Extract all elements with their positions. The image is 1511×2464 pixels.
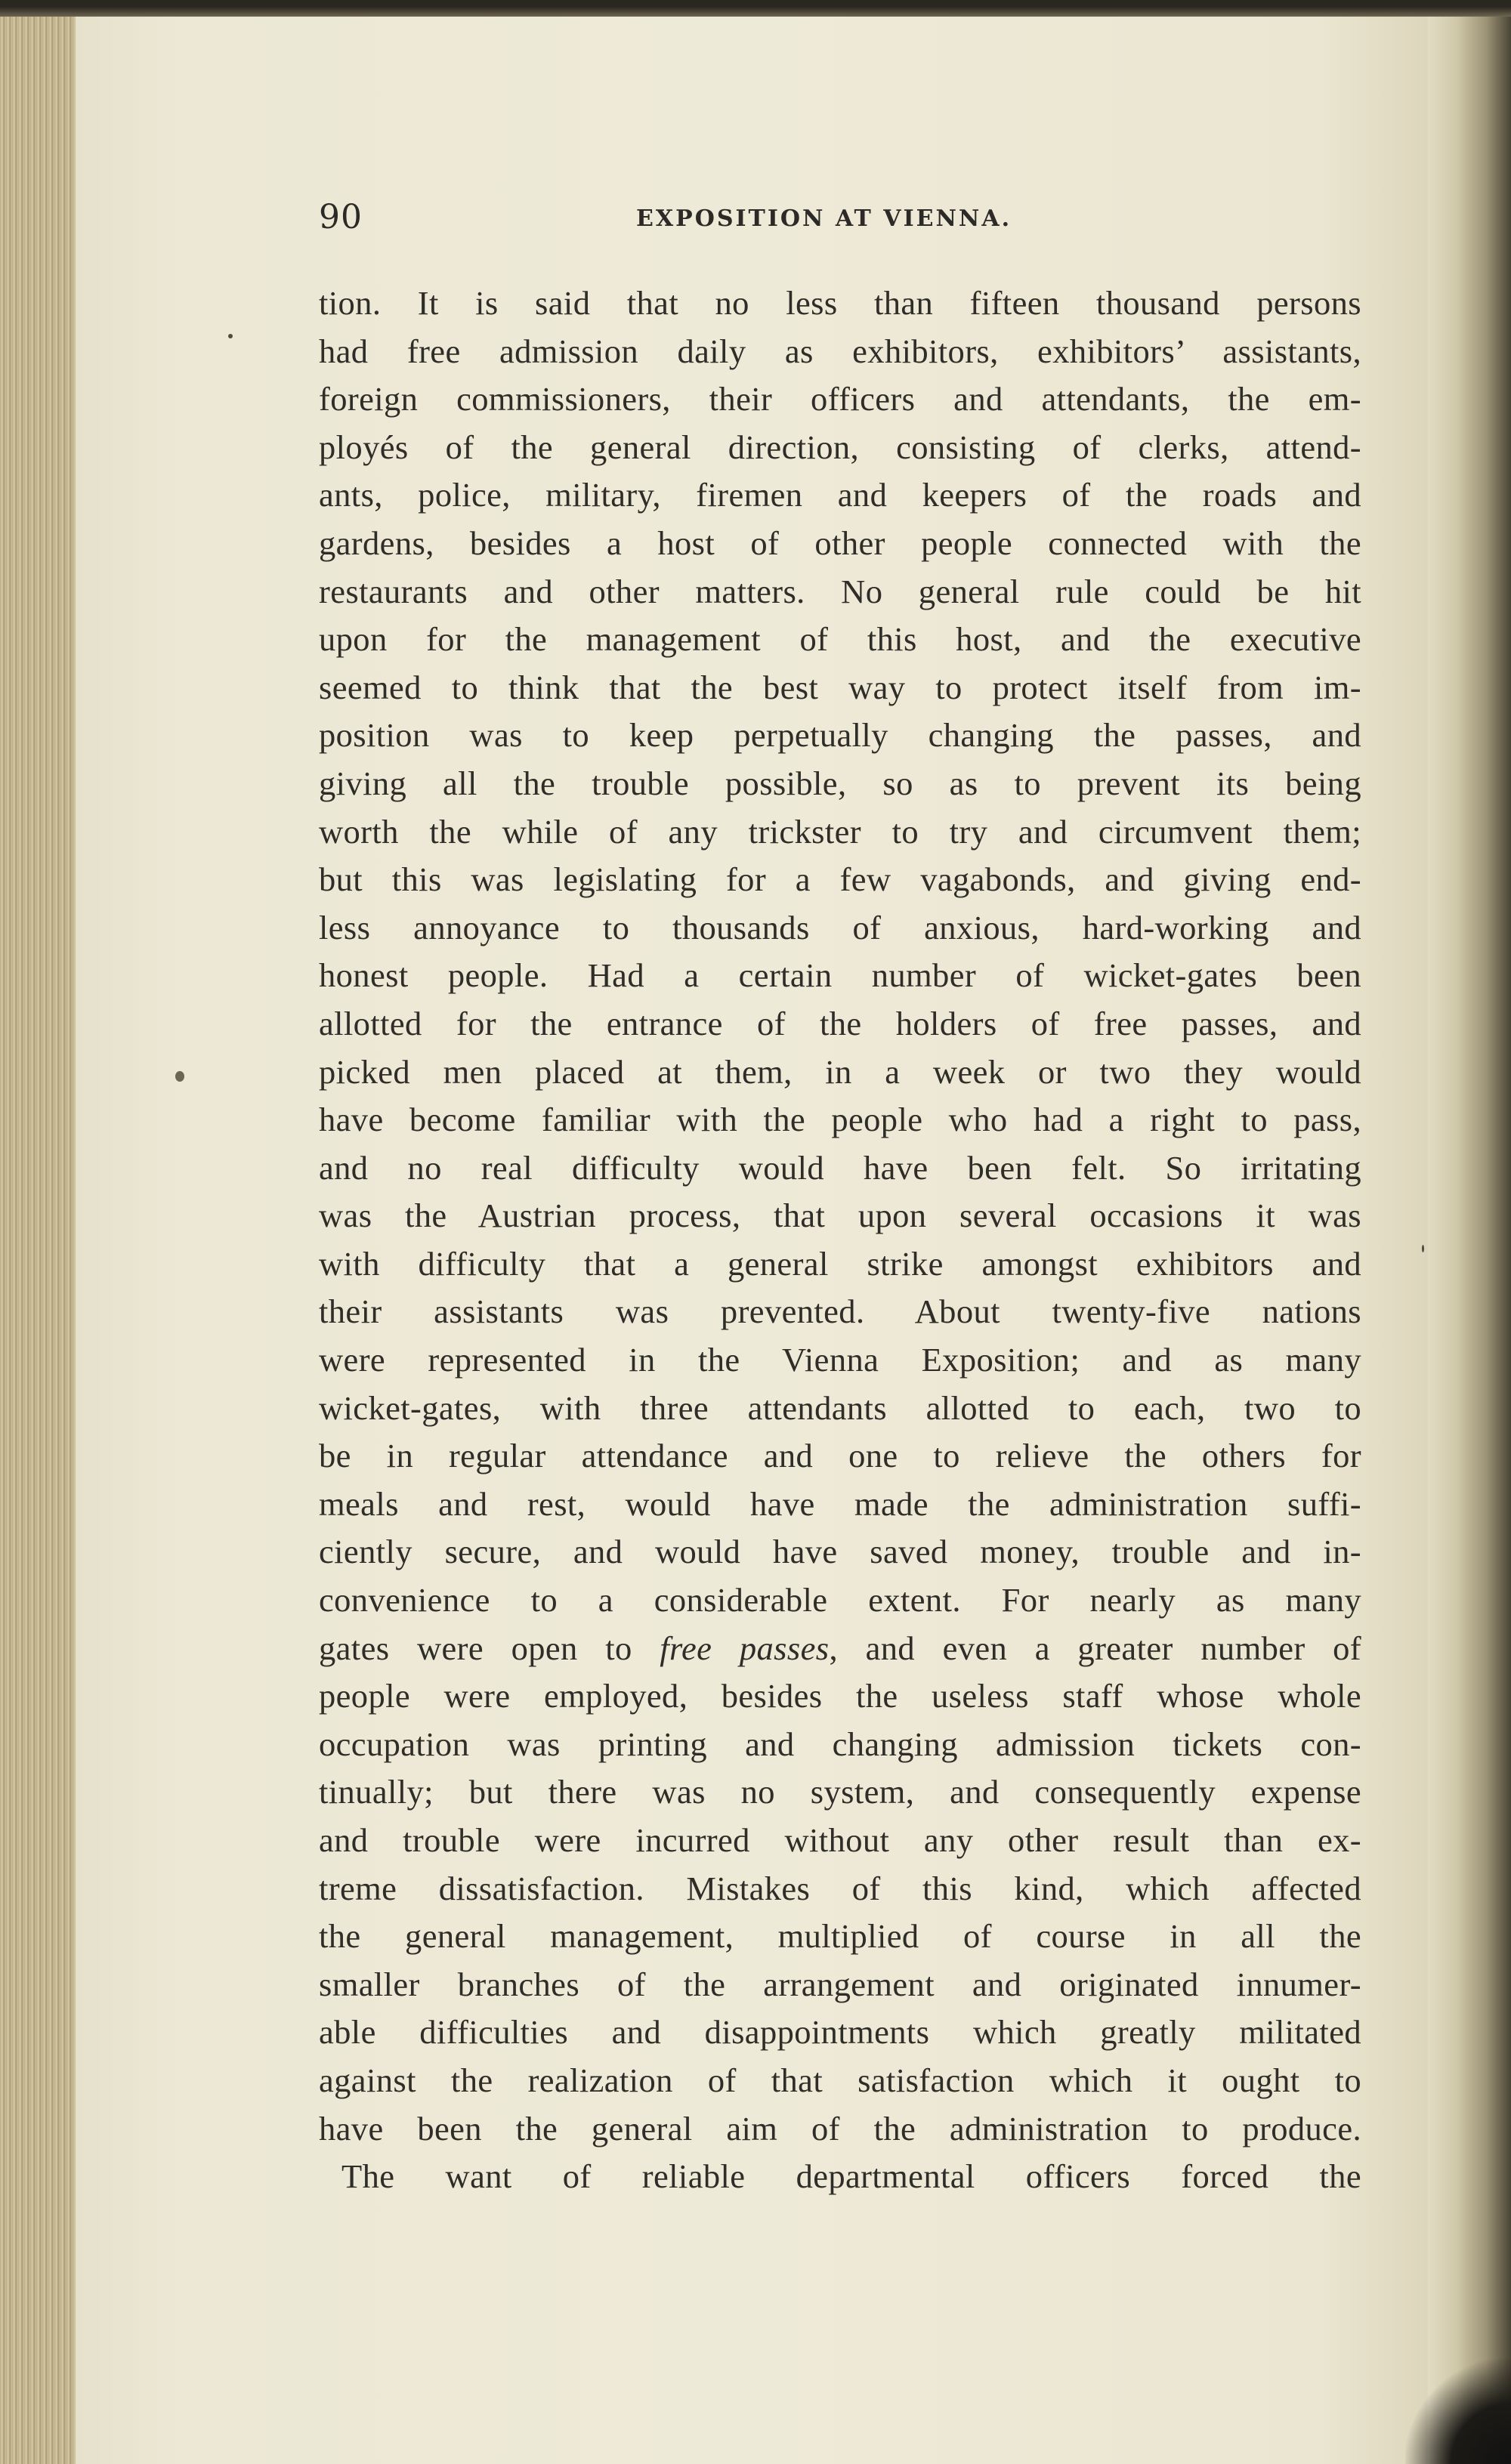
top-shadow-band	[0, 0, 1511, 17]
text-line: people were employed, besides the useless staff whose whole	[319, 1677, 1361, 1715]
ink-speck	[175, 1071, 184, 1082]
text-line: their assistants was prevented. About twenty-five nations	[319, 1292, 1361, 1331]
text-line: upon for the management of this host, and the executive	[319, 620, 1361, 659]
text-line: was the Austrian process, that upon several occasions it was	[319, 1196, 1361, 1235]
text-line: ants, police, military, firemen and keepers of the roads and	[319, 476, 1361, 514]
body-text	[319, 279, 1361, 2201]
text-line: have become familiar with the people who had a right to pass,	[319, 1101, 1361, 1139]
ink-speck	[228, 334, 233, 338]
text-line: smaller branches of the arrangement and originated innumer-	[319, 1965, 1361, 2003]
text-line: had free admission daily as exhibitors, exhibitors’ assistants,	[319, 332, 1361, 370]
text-line: allotted for the entrance of the holders of free passes, and	[319, 1004, 1361, 1042]
text-line: The want of reliable departmental officers forced the	[341, 2157, 1361, 2196]
page-header	[319, 198, 1074, 243]
text-line: tinually; but there was no system, and consequently expense	[319, 1773, 1361, 1811]
italic-line-end: , and even a greater number of	[829, 1629, 1362, 1667]
text-line: against the realization of that satisfaction which it ought to	[319, 2061, 1361, 2099]
text-line: wicket-gates, with three attendants allotted to each, two to	[319, 1388, 1361, 1427]
text-line: and no real difficulty would have been felt. So irritating	[319, 1148, 1361, 1187]
text-line: ciently secure, and would have saved money, trouble and in-	[319, 1533, 1361, 1571]
italic-phrase: free passes	[660, 1629, 830, 1667]
text-line: picked men placed at them, in a week or two they would	[319, 1052, 1361, 1091]
book-gutter	[1428, 0, 1511, 2464]
ink-speck	[1422, 1245, 1424, 1252]
text-line: worth the while of any trickster to try and circumvent them;	[319, 812, 1361, 851]
page-number: 90	[319, 198, 363, 236]
text-line: occupation was printing and changing admission tickets con-	[319, 1724, 1361, 1763]
text-line: less annoyance to thousands of anxious, hard-working and	[319, 908, 1361, 946]
corner-shadow	[1405, 2358, 1511, 2464]
text-line: gardens, besides a host of other people connected with the	[319, 523, 1361, 562]
text-line: with difficulty that a general strike amongst exhibitors and	[319, 1244, 1361, 1283]
text-line: be in regular attendance and one to relieve the others for	[319, 1437, 1361, 1475]
text-line: were represented in the Vienna Exposition; and as many	[319, 1341, 1361, 1379]
text-line: restaurants and other matters. No general rule could be hit	[319, 572, 1361, 610]
running-head: EXPOSITION AT VIENNA.	[636, 205, 1012, 232]
book-left-edge	[0, 0, 76, 2464]
text-line: treme dissatisfaction. Mistakes of this kind, which affected	[319, 1869, 1361, 1907]
text-line: giving all the trouble possible, so as to prevent its being	[319, 764, 1361, 802]
text-line-with-italic	[319, 1625, 1361, 1673]
text-line: convenience to a considerable extent. For nearly as many	[319, 1581, 1361, 1620]
text-line: have been the general aim of the administration to produce.	[319, 2109, 1361, 2148]
italic-line-start: gates were open to	[319, 1629, 660, 1667]
text-line: seemed to think that the best way to protect itself from im-	[319, 668, 1361, 706]
text-line: able difficulties and disappointments which greatly militated	[319, 2013, 1361, 2052]
text-line: tion. It is said that no less than fifteen thousand persons	[319, 284, 1361, 322]
text-line: foreign commissioners, their officers and attendants, the em-	[319, 380, 1361, 418]
text-line: honest people. Had a certain number of wicket-gates been	[319, 956, 1361, 995]
text-line: the general management, multiplied of course in all the	[319, 1917, 1361, 1956]
text-line: ployés of the general direction, consisting of clerks, attend-	[319, 428, 1361, 466]
text-line: meals and rest, would have made the administration suffi-	[319, 1484, 1361, 1523]
text-line: and trouble were incurred without any other result than ex-	[319, 1821, 1361, 1859]
text-line: position was to keep perpetually changing the passes, and	[319, 716, 1361, 755]
text-line: but this was legislating for a few vagabonds, and giving end-	[319, 860, 1361, 899]
